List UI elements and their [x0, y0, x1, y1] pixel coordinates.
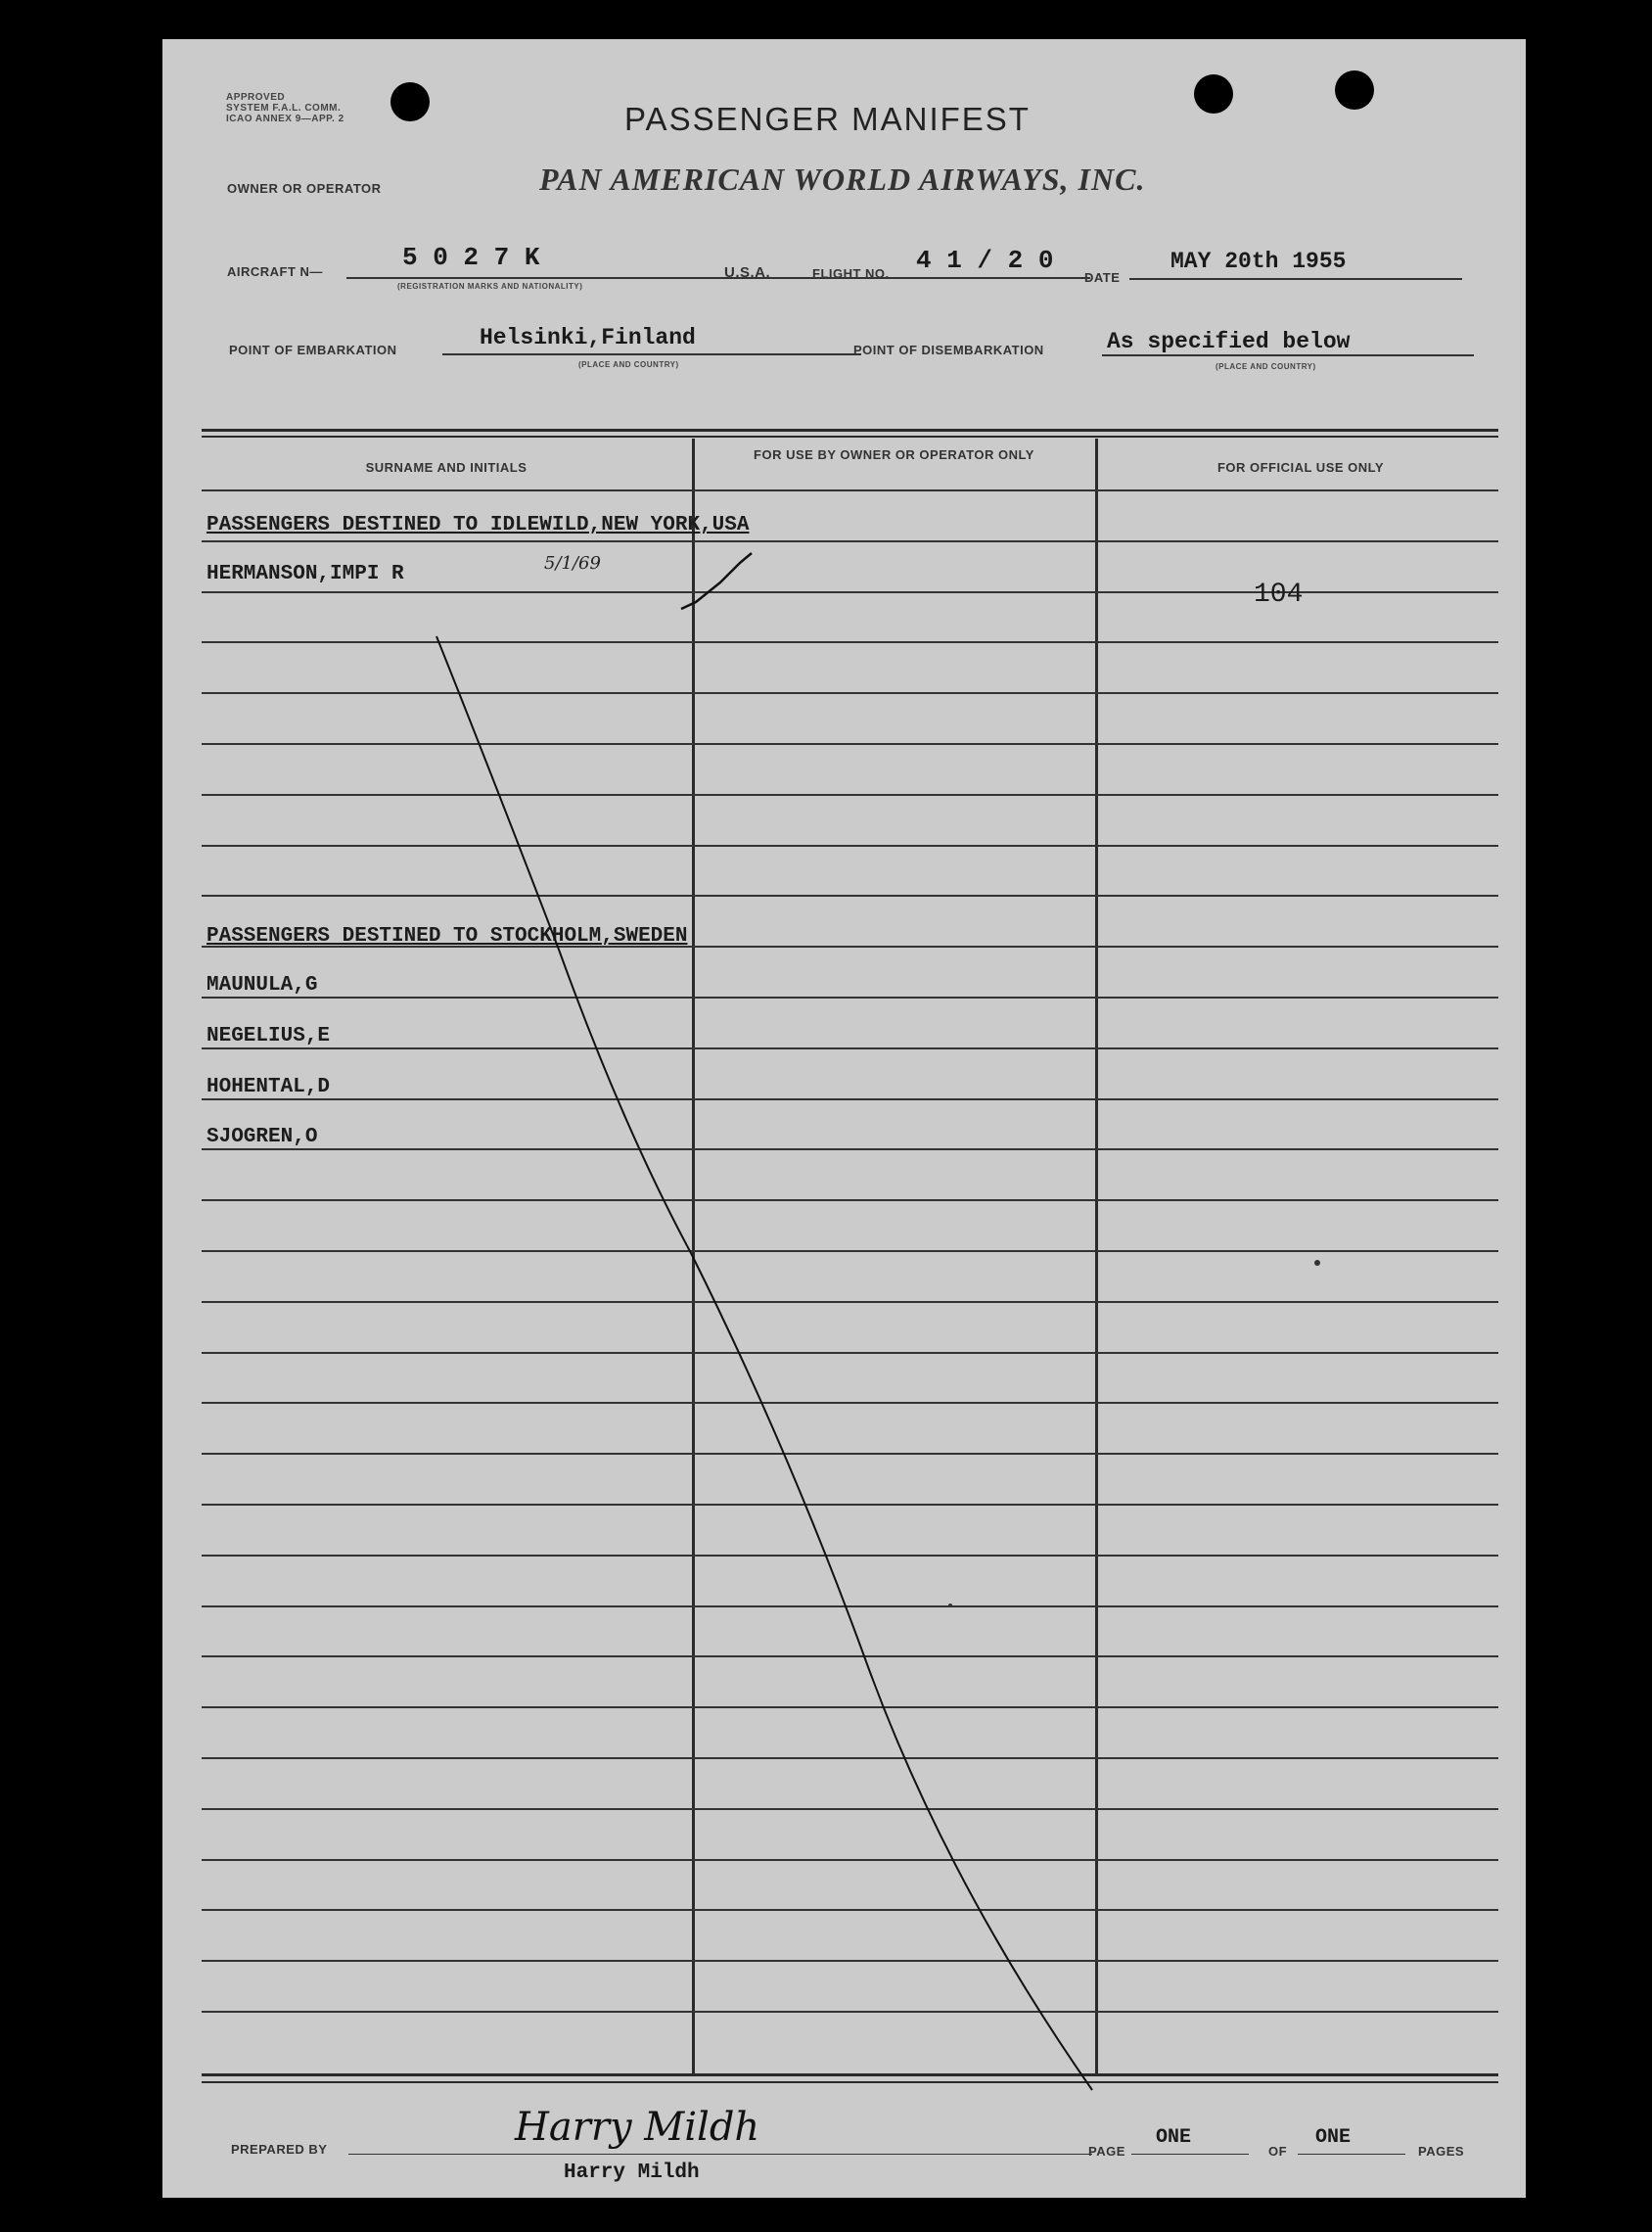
table-row-line	[202, 1453, 1498, 1455]
table-row-line	[202, 1301, 1498, 1303]
table-row-line	[202, 1706, 1498, 1708]
flight-value: 4 1 / 2 0	[916, 246, 1054, 275]
flight-label: FLIGHT NO.	[812, 266, 890, 281]
table-bottom-rule	[202, 2073, 1498, 2076]
page-title: PASSENGER MANIFEST	[624, 101, 1031, 137]
passenger-name: MAUNULA,G	[206, 974, 318, 997]
table-top-rule	[202, 436, 1498, 438]
pages-label: PAGES	[1418, 2144, 1465, 2159]
table-row-line	[202, 1605, 1498, 1607]
column-divider	[692, 439, 695, 2075]
table-row-line	[202, 641, 1498, 643]
table-row-line	[202, 1047, 1498, 1049]
table-row-line	[202, 591, 1498, 593]
embark-caption: (PLACE AND COUNTRY)	[578, 360, 679, 369]
table-row-line	[202, 1757, 1498, 1759]
passenger-name: NEGELIUS,E	[206, 1025, 331, 1047]
owner-label: OWNER OR OPERATOR	[227, 181, 382, 196]
aircraft-label: AIRCRAFT N—	[227, 264, 323, 279]
date-value: MAY 20th 1955	[1170, 249, 1347, 274]
punch-hole	[390, 82, 430, 121]
table-bottom-rule	[202, 2081, 1498, 2083]
table-row-line	[202, 1655, 1498, 1657]
date-label: DATE	[1084, 270, 1121, 285]
table-row-line	[202, 1859, 1498, 1861]
page-value: ONE	[1156, 2126, 1192, 2149]
passenger-name: HERMANSON,IMPI R	[206, 563, 404, 585]
table-row-line	[202, 2011, 1498, 2013]
table-row-line	[202, 1352, 1498, 1354]
prepared-label: PREPARED BY	[231, 2142, 328, 2157]
column-header-surname: SURNAME AND INITIALS	[365, 460, 528, 475]
page-label: PAGE	[1088, 2144, 1125, 2159]
table-row-line	[202, 1909, 1498, 1911]
prepared-name: Harry Mildh	[564, 2162, 700, 2184]
cancel-line	[436, 636, 1092, 2090]
passenger-name: SJOGREN,O	[206, 1126, 318, 1148]
table-row-line	[202, 1402, 1498, 1404]
table-row-line	[202, 1960, 1498, 1962]
of-underline	[1298, 2154, 1405, 2155]
aircraft-value: 5 0 2 7 K	[402, 243, 540, 272]
section-heading-stockholm: PASSENGERS DESTINED TO STOCKHOLM,SWEDEN	[206, 925, 688, 948]
table-row-line	[202, 1148, 1498, 1150]
table-row-line	[202, 1504, 1498, 1506]
column-header-official: FOR OFFICIAL USE ONLY	[1216, 460, 1385, 475]
table-row-line	[202, 540, 1498, 542]
table-row-line	[202, 1199, 1498, 1201]
section-heading-idlewild: PASSENGERS DESTINED TO IDLEWILD,NEW YORK,USA	[206, 514, 750, 536]
disembark-underline	[1102, 354, 1474, 356]
manifest-page	[162, 39, 1526, 2198]
date-underline	[1129, 278, 1462, 280]
prepared-underline	[348, 2154, 1092, 2155]
page-underline	[1131, 2154, 1249, 2155]
column-divider	[1095, 439, 1098, 2075]
owner-value: PAN AMERICAN WORLD AIRWAYS, INC.	[539, 162, 1146, 197]
ink-dot	[1314, 1260, 1320, 1266]
pen-marks	[162, 39, 1526, 2198]
registration-caption: (REGISTRATION MARKS AND NATIONALITY)	[397, 282, 583, 291]
punch-hole	[1194, 74, 1233, 114]
embark-value: Helsinki,Finland	[480, 325, 696, 350]
table-top-rule	[202, 429, 1498, 432]
table-row-line	[202, 997, 1498, 999]
flight-underline	[895, 277, 1090, 279]
table-row-line	[202, 1250, 1498, 1252]
disembark-label: POINT OF DISEMBARKATION	[853, 343, 1044, 357]
column-header-owner: FOR USE BY OWNER OR OPERATOR ONLY	[754, 447, 1034, 462]
punch-hole	[1335, 70, 1374, 110]
disembark-caption: (PLACE AND COUNTRY)	[1216, 362, 1316, 371]
embark-underline	[442, 353, 861, 355]
table-row-line	[202, 1098, 1498, 1100]
table-row-line	[202, 1808, 1498, 1810]
embark-label: POINT OF EMBARKATION	[229, 343, 397, 357]
table-row-line	[202, 895, 1498, 897]
disembark-value: As specified below	[1107, 329, 1351, 354]
table-row-line	[202, 794, 1498, 796]
table-row-line	[202, 743, 1498, 745]
of-label: OF	[1268, 2144, 1288, 2159]
country-label: U.S.A.	[724, 264, 771, 281]
official-number: 104	[1254, 580, 1304, 610]
table-row-line	[202, 845, 1498, 847]
of-value: ONE	[1315, 2126, 1352, 2149]
handwritten-note: 5/1/69	[544, 553, 601, 574]
table-row-line	[202, 692, 1498, 694]
table-row-line	[202, 489, 1498, 491]
signature: Harry Mildh	[515, 2105, 760, 2150]
passenger-name: HOHENTAL,D	[206, 1076, 331, 1098]
approval-stamp: APPROVED SYSTEM F.A.L. COMM. ICAO ANNEX 9—APP. 2	[226, 92, 344, 124]
table-row-line	[202, 1555, 1498, 1557]
